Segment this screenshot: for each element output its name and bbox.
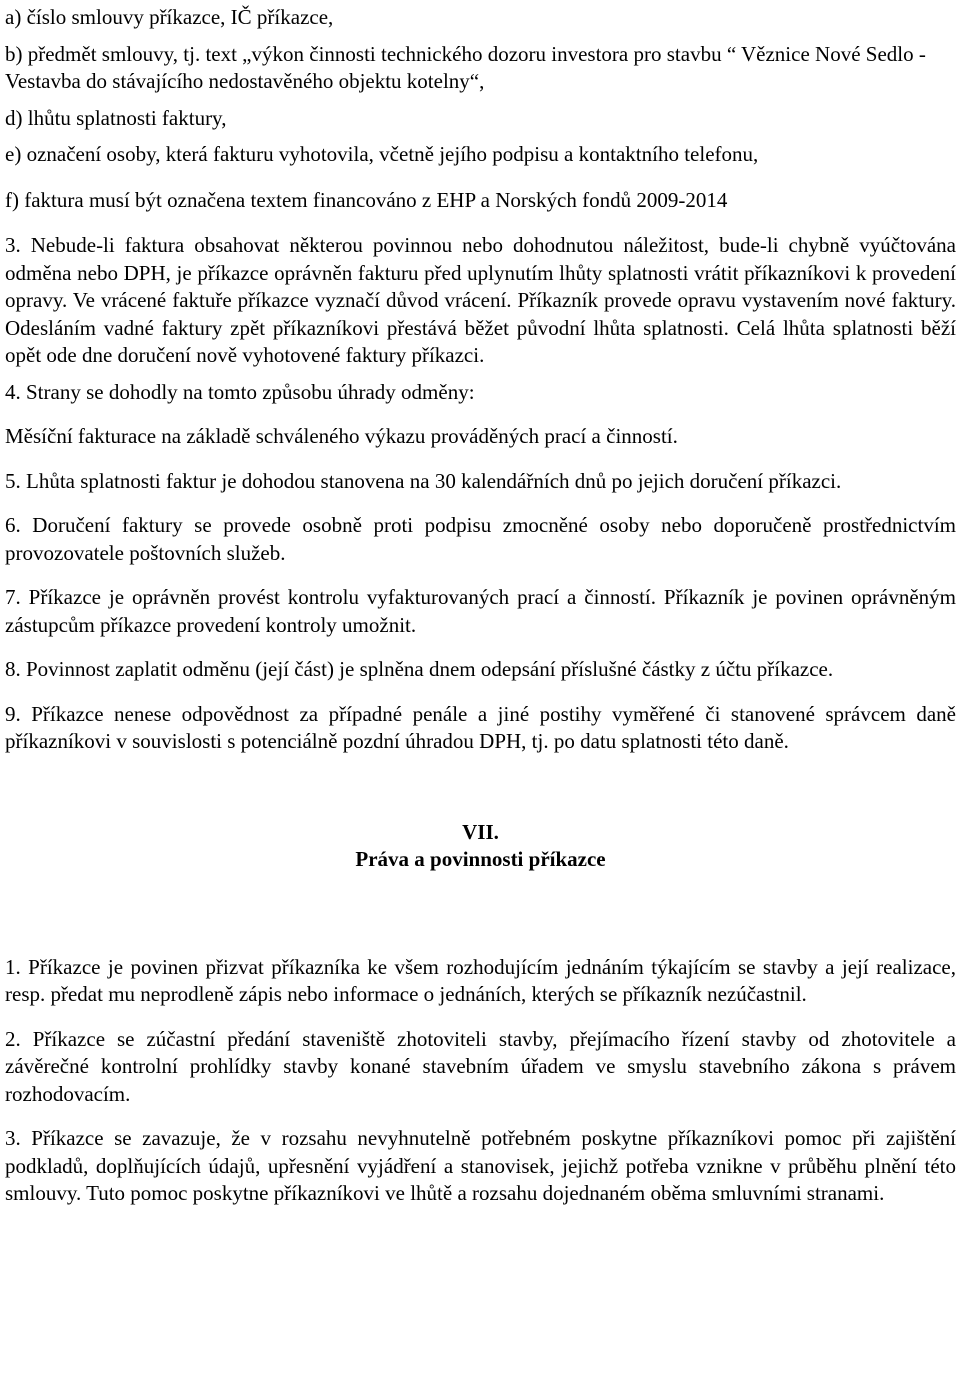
clause-vi-3: 3. Nebude-li faktura obsahovat některou povinnou nebo dohodnutou náležitost, bude-li chybně vyúčtována odměna nebo DPH, je příkazce oprávněn fakturu před uplynutím lhůty splatnosti vrátit příkazníkovi k provedení opravy. Ve vrácené faktuře příkazce vyznačí důvod vrácení. Příkazník provede opravu vystavením nové faktury. Odesláním vadné faktury zpět příkazníkovi přestává běžet původní lhůta splatnosti. Celá lhůta splatnosti běží opět ode dne doručení nově vyhotovené faktury příkazci.	[5, 233, 956, 367]
clause-vi-8: 8. Povinnost zaplatit odměnu (její část) je splněna dnem odepsání příslušné částky z účtu příkazce.	[5, 657, 834, 681]
invoice-item-a: a) číslo smlouvy příkazce, IČ příkazce,	[5, 5, 334, 29]
section-title: Práva a povinnosti příkazce	[355, 847, 606, 871]
invoice-item-e: e) označení osoby, která fakturu vyhotovila, včetně jejího podpisu a kontaktního telefonu,	[5, 142, 759, 166]
clause-vi-7: 7. Příkazce je oprávněn provést kontrolu vyfakturovaných prací a činností. Příkazník je povinen oprávněným zástupcům příkazce provedení kontroly umožnit.	[5, 585, 956, 637]
clause-vii-2: 2. Příkazce se zúčastní předání staveniště zhotoviteli stavby, přejímacího řízení stavby od zhotovitele a závěrečné kontrolní prohlídky stavby konané stavebním úřadem ve smyslu stavebního zákona s právem rozhodovacím.	[5, 1026, 956, 1106]
clause-vi-5: 5. Lhůta splatnosti faktur je dohodou stanovena na 30 kalendářních dnů po jejich doručení příkazci.	[5, 468, 842, 493]
billing-method: Měsíční fakturace na základě schváleného výkazu prováděných prací a činností.	[5, 424, 678, 448]
invoice-item-b: b) předmět smlouvy, tj. text „výkon činnosti technického dozoru investora pro stavbu “ Věznice Nové Sedlo - Vestavba do stávajícího nedostavěného objektu kotelny“,	[5, 41, 926, 93]
invoice-item-d: d) lhůtu splatnosti faktury,	[5, 105, 227, 130]
clause-vii-1: 1. Příkazce je povinen přizvat příkazníka ke všem rozhodujícím jednáním týkajícím se stavby a její realizace, resp. předat mu neprodleně zápis nebo informace o jednáních, kterých se příkazník nezúčastnil.	[5, 954, 956, 1006]
clause-vi-4: 4. Strany se dohodly na tomto způsobu úhrady odměny:	[5, 379, 475, 404]
section-number: VII.	[462, 819, 499, 844]
clause-vii-3: 3. Příkazce se zavazuje, že v rozsahu nevyhnutelně potřebném poskytne příkazníkovi pomoc při zajištění podkladů, doplňujících údajů, upřesnění vyjádření a stanovisek, jejichž potřeba vznikne v průběhu plnění této smlouvy. Tuto pomoc poskytne příkazníkovi ve lhůtě a rozsahu dojednaném oběma smluvními stranami.	[5, 1126, 956, 1205]
document-page	[5, 4, 956, 1208]
invoice-item-f: f) faktura musí být označena textem financováno z EHP a Norských fondů 2009-2014	[5, 187, 728, 212]
clause-vi-9: 9. Příkazce nenese odpovědnost za případné penále a jiné postihy vyměřené či stanovené správcem daně příkazníkovi v souvislosti s potenciálně pozdní úhradou DPH, tj. po datu splatnosti této daně.	[5, 701, 956, 753]
clause-vi-6: 6. Doručení faktury se provede osobně proti podpisu zmocněné osoby nebo doporučeně prostřednictvím provozovatele poštovních služeb.	[5, 513, 956, 565]
